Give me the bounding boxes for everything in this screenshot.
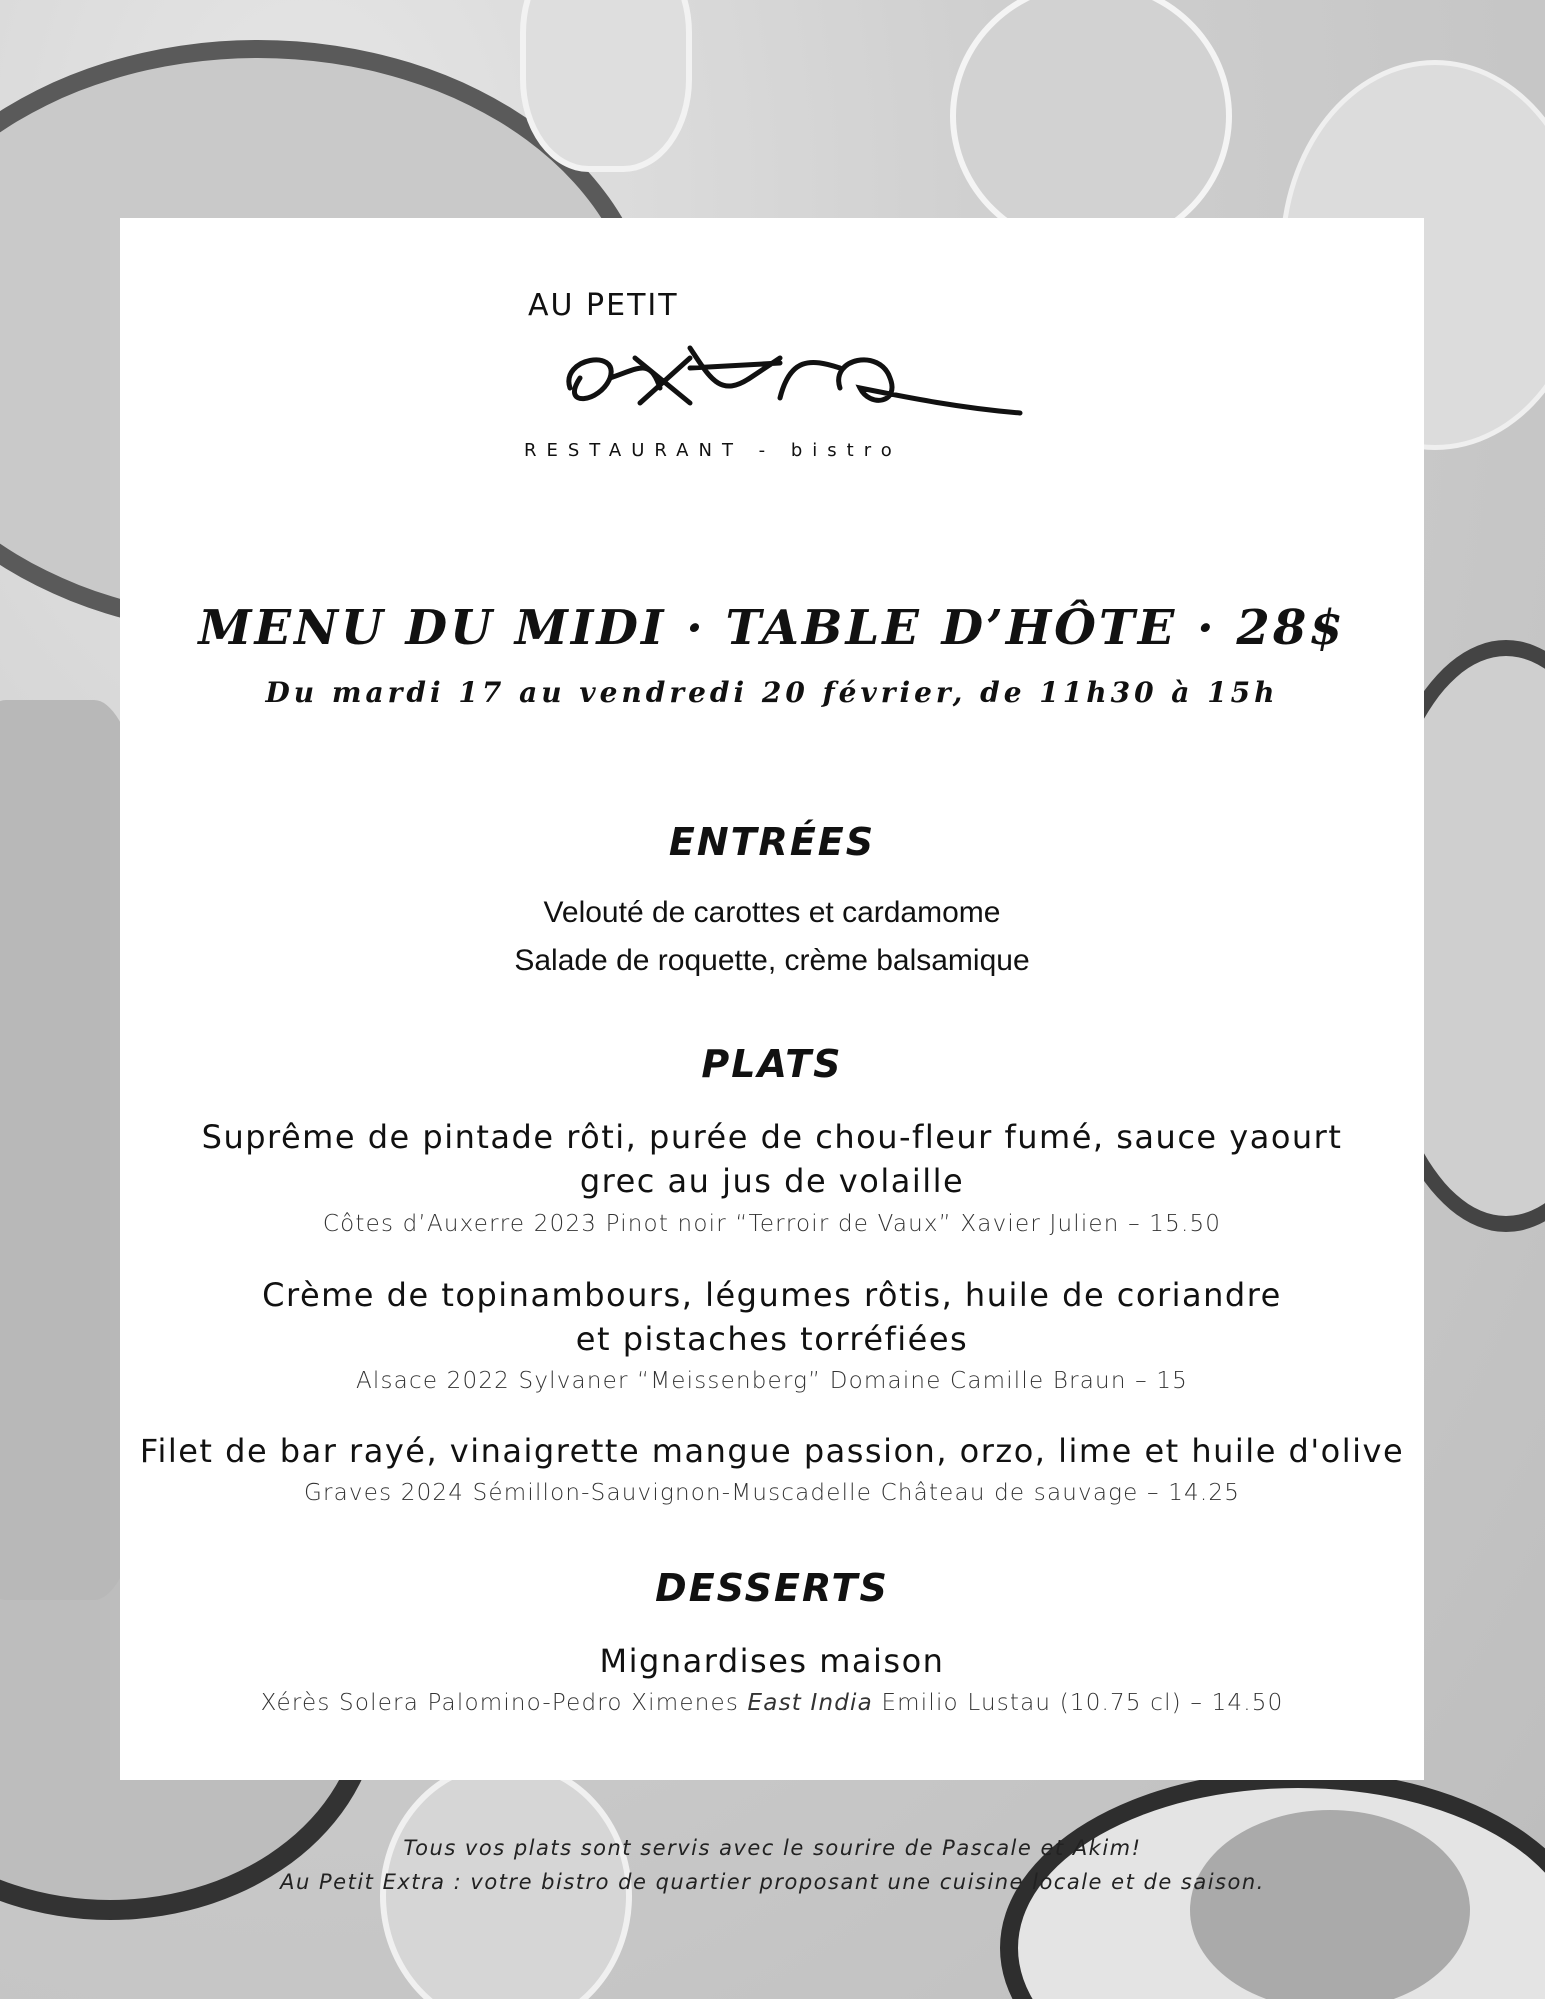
plat-dish-line: Suprême de pintade rôti, purée de chou-fleur fumé, sauce yaourt: [201, 1118, 1343, 1156]
menu-dates: Du mardi 17 au vendredi 20 février, de 11h30 à 15h: [265, 676, 1279, 709]
menu-card: [120, 218, 1424, 1780]
entrees-heading: ENTRÉES: [668, 820, 876, 864]
dessert-wine-italic: East India: [747, 1690, 873, 1716]
footer-line: Au Petit Extra : votre bistro de quartier proposant une cuisine locale et de saison.: [280, 1870, 1265, 1894]
logo-top-text: AU PETIT: [528, 288, 679, 323]
menu-title: MENU DU MIDI · TABLE D’HÔTE · 28$: [198, 600, 1346, 656]
footer-line: Tous vos plats sont servis avec le sourire de Pascale et Akim!: [403, 1836, 1142, 1860]
desserts-heading: DESSERTS: [655, 1566, 889, 1610]
dessert-wine-text: Emilio Lustau (10.75 cl) – 14.50: [872, 1690, 1284, 1716]
plat-dish-line: Crème de topinambours, légumes rôtis, huile de coriandre: [262, 1276, 1282, 1314]
plat-dish-line: et pistaches torréfiées: [575, 1320, 969, 1358]
plat-wine-pairing: Côtes d’Auxerre 2023 Pinot noir “Terroir de Vaux” Xavier Julien – 15.50: [322, 1211, 1222, 1237]
dessert-wine-pairing: [120, 1690, 1424, 1716]
entree-item: Velouté de carottes et cardamome: [543, 896, 1001, 929]
plat-dish-line: grec au jus de volaille: [579, 1162, 965, 1200]
logo-subtitle: RESTAURANT - bistro: [524, 440, 902, 461]
plat-wine-pairing: Alsace 2022 Sylvaner “Meissenberg” Domaine Camille Braun – 15: [355, 1368, 1189, 1394]
dessert-dish: Mignardises maison: [599, 1642, 945, 1680]
logo-script-wordmark: [540, 318, 1040, 418]
plat-wine-pairing: Graves 2024 Sémillon-Sauvignon-Muscadelle Château de sauvage – 14.25: [303, 1480, 1241, 1506]
entree-item: Salade de roquette, crème balsamique: [514, 944, 1030, 977]
plats-heading: PLATS: [701, 1042, 843, 1086]
dessert-wine-text: Xérès Solera Palomino-Pedro Ximenes: [260, 1690, 748, 1716]
plat-dish-line: Filet de bar rayé, vinaigrette mangue passion, orzo, lime et huile d'olive: [139, 1432, 1405, 1470]
